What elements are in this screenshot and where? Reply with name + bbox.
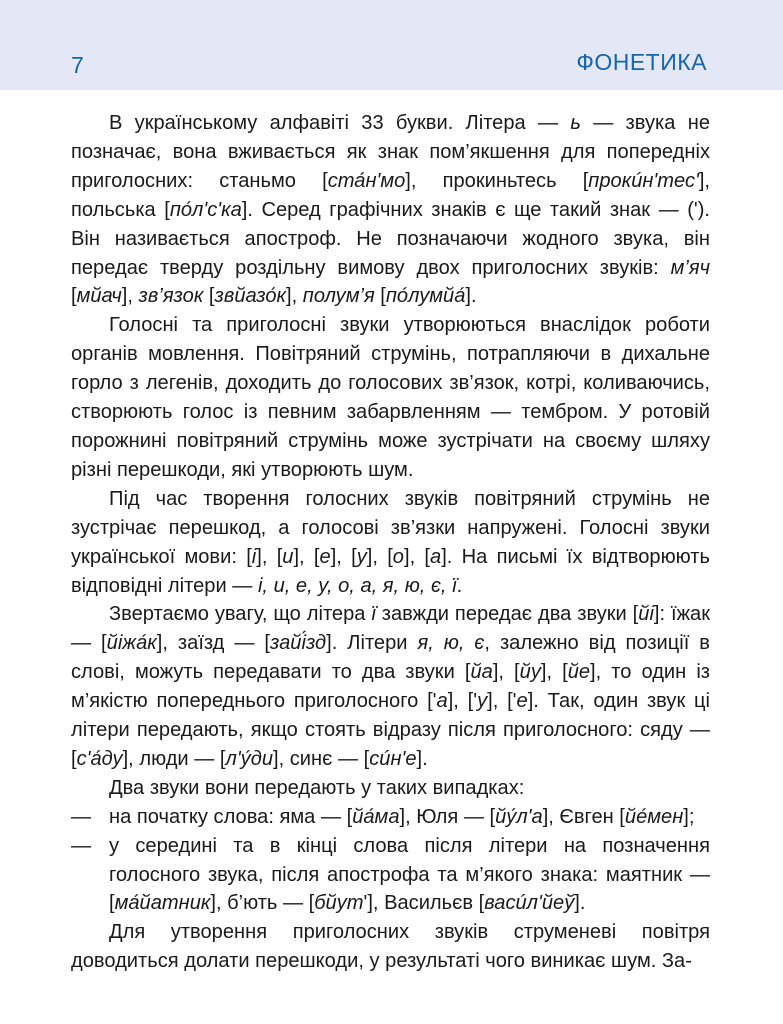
italic-transcription: йе́мен <box>624 805 684 828</box>
text-run: ], Юля — [ <box>399 805 496 828</box>
page-number: 7 <box>71 52 84 78</box>
text-run: ], <box>286 285 303 308</box>
text-run: Голосні та приголосні звуки утворюються внаслідок роботи органів мовлення. Повітряний струмінь, потрапляючи в дихальне горло з легенів, доходить до голосових зв’язок, котрі, коливаючись, створюють голос із певним забарвленням — тембром. У ротовій порожнині повітряний струмінь може зустрічати на своєму шляху різні перешкоди, які утворюють шум. <box>71 314 710 481</box>
text-run: ], [ <box>492 661 520 684</box>
body-text <box>71 109 710 976</box>
text-run: ], то один із м’якістю попереднього приголосного [' <box>71 661 710 713</box>
italic-transcription: і <box>251 545 257 568</box>
text-run: Два звуки вони передають у таких випадках: <box>109 776 525 799</box>
italic-transcription: м’яч <box>670 256 710 279</box>
text-run: ], [ <box>256 545 283 568</box>
text-run: у середині та в кінці слова після літери на позначення голосного звука, після апострофа та м’якого знака: маятник — [ <box>109 834 710 915</box>
closing-paragraph <box>71 918 710 976</box>
list-item-text <box>109 832 710 919</box>
list-item <box>71 832 710 919</box>
text-run: [ <box>71 285 77 308</box>
text-run: ]; <box>683 805 695 828</box>
italic-transcription: е <box>319 545 331 568</box>
italic-transcription: л'у́ди <box>225 747 273 770</box>
text-run: ]. Літери <box>326 632 418 655</box>
italic-transcription: полум’я <box>302 285 375 308</box>
italic-transcription: о <box>392 545 404 568</box>
text-run: Для утворення приголосних звуків струменеві повітря доводиться долати перешкоди, у результаті чого виникає шум. За- <box>71 921 710 973</box>
text-run: ], [' <box>447 690 478 713</box>
text-run: ]. <box>574 892 586 915</box>
italic-transcription: ї <box>371 603 376 626</box>
italic-transcription: я, ю, є <box>417 632 485 655</box>
italic-transcription: а <box>430 545 442 568</box>
italic-transcription: с'а́ду <box>76 747 123 770</box>
italic-transcription: васúл'йеў <box>484 892 575 915</box>
list-dash: — <box>71 805 92 828</box>
text-run: ], [ <box>540 661 568 684</box>
italic-transcription: а <box>436 690 448 713</box>
italic-transcription: ь <box>570 112 581 134</box>
italic-transcription: бйут <box>314 892 364 915</box>
page-header <box>0 0 783 90</box>
text-run: ], заїзд — [ <box>156 632 271 655</box>
italic-transcription: йу <box>519 661 541 684</box>
text-run: — звука не позначає, вона вживається як знак пом’якшення для попередніх приголосних: станьмо [ <box>71 112 710 192</box>
italic-transcription: е <box>516 690 528 713</box>
italic-transcription: мйач <box>76 285 122 308</box>
text-run: , залежно від позиції в слові, можуть передавати то два звуки [ <box>71 632 710 684</box>
italic-transcription: йіжа́к <box>106 632 157 655</box>
text-run: [ <box>374 285 386 308</box>
paragraph <box>71 774 710 803</box>
text-run: завжди передає два звуки [ <box>375 603 639 626</box>
text-run: ]. На письмі їх відтворюють відповідні літери — <box>71 545 710 597</box>
text-run: ], синє — [ <box>273 747 370 770</box>
text-run: ]. Серед графічних знаків є ще такий знак — ('). Він називається апостроф. Не позначаючи жодного звука, він передає тверду роздільну вимову двох приголосних звуків: <box>71 198 710 279</box>
list-dash: — <box>71 834 92 857</box>
italic-transcription: сúн'е <box>369 747 417 770</box>
italic-transcription: йа <box>470 661 493 684</box>
italic-transcription: зайі́зд <box>270 632 327 655</box>
italic-transcription: йе <box>567 661 591 684</box>
text-run: на початку слова: яма — [ <box>109 805 353 828</box>
italic-transcription: йу́л'а <box>495 805 543 828</box>
text-run: [ <box>203 285 215 308</box>
text-run: ]. <box>465 285 477 308</box>
paragraph <box>71 600 710 773</box>
paragraph <box>71 109 710 311</box>
italic-transcription: зв’язок <box>138 285 204 308</box>
text-run: ], [ <box>293 545 320 568</box>
text-run: ], [ <box>330 545 357 568</box>
text-run: ], [ <box>366 545 393 568</box>
text-run: '], Васильєв [ <box>363 892 485 915</box>
text-run: ]. Так, один звук ці літери передають, якщо стоять відразу після приголосного: сяду — [ <box>71 690 711 770</box>
list-item <box>71 803 710 832</box>
text-run: ], [' <box>487 690 517 713</box>
text-run: В українському алфавіті 33 букви. Літера — <box>109 112 571 134</box>
text-run: ], польська [ <box>71 169 711 221</box>
italic-transcription: йа́ма <box>352 805 400 828</box>
italic-transcription: звйазо́к <box>214 285 287 308</box>
italic-transcription: у <box>356 545 367 568</box>
italic-transcription: і, и, е, у, о, а, я, ю, є, ї <box>257 574 457 597</box>
text-run: ]. <box>416 747 428 770</box>
list-item-text <box>109 803 710 832</box>
section-title: ФОНЕТИКА <box>576 49 707 75</box>
italic-transcription: по́л'с'ка <box>169 198 242 221</box>
text-run: ]: їжак — [ <box>71 603 711 655</box>
text-run: Звертаємо увагу, що літера <box>109 603 372 626</box>
italic-transcription: прокúн'тес' <box>588 169 699 192</box>
text-run: ], [ <box>403 545 431 568</box>
italic-transcription: по́лумйа́ <box>385 285 466 308</box>
paragraph <box>71 485 710 601</box>
text-run: ], прокиньтесь [ <box>405 169 589 192</box>
text-run: . <box>456 574 463 597</box>
italic-transcription: йі <box>638 603 654 626</box>
italic-transcription: и <box>282 545 294 568</box>
paragraph <box>71 311 710 484</box>
text-run: Під час творення голосних звуків повітряний струмінь не зустрічає перешкод, а голосові зв’язки напружені. Голосні звуки української мови: [ <box>71 487 710 568</box>
text-run: ], люди — [ <box>122 747 226 770</box>
italic-transcription: ста́н'мо <box>327 169 406 192</box>
italic-transcription: у <box>477 690 488 713</box>
italic-transcription: ма́йатник <box>114 892 211 915</box>
text-run: ], <box>121 285 139 308</box>
text-run: ], Євген [ <box>542 805 625 828</box>
text-run: ], б’ють — [ <box>210 892 315 915</box>
